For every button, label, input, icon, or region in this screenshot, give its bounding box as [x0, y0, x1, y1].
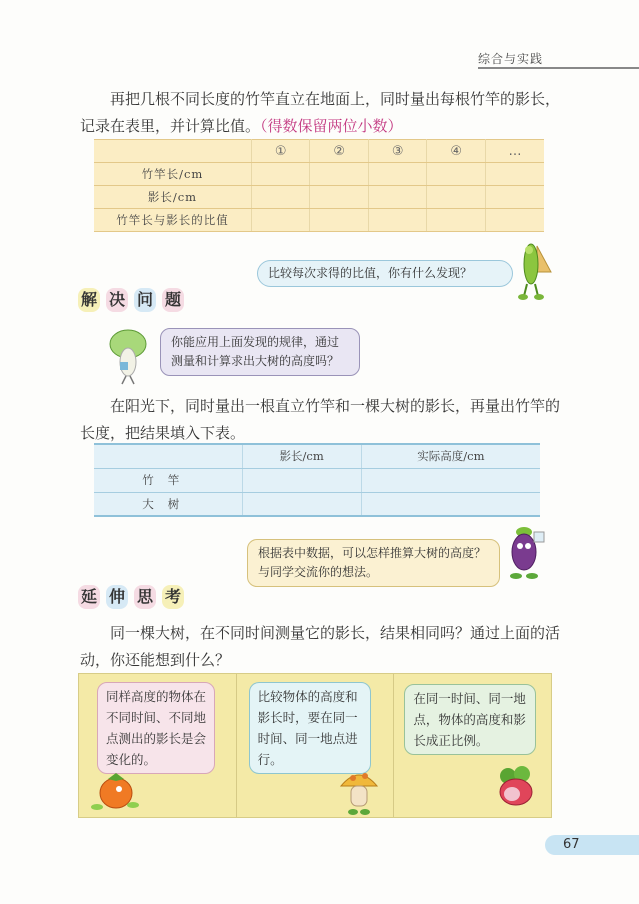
intro-text: 再把几根不同长度的竹竿直立在地面上，同时量出每根竹竿的影长，记录在表里，并计算比值。	[80, 90, 561, 135]
table-header-cell: …	[485, 140, 544, 163]
reflection-text: 同一棵大树，在不同时间测量它的影长，结果相同吗？通过上面的活动，你还能想到什么？	[80, 624, 561, 669]
table-header-cell	[94, 140, 251, 163]
eggplant-character-icon	[506, 520, 550, 582]
pea-pod-character-icon	[515, 236, 555, 302]
section-title-char: 考	[162, 585, 184, 609]
table-cell[interactable]	[361, 468, 540, 492]
section-title-char: 题	[162, 288, 184, 312]
table-cell[interactable]	[427, 163, 486, 186]
conclusion-column	[237, 674, 395, 817]
table-header-cell: ②	[310, 140, 369, 163]
intro-paragraph	[80, 86, 560, 140]
table-cell[interactable]	[485, 209, 544, 232]
table-cell[interactable]	[485, 186, 544, 209]
table-cell[interactable]	[368, 209, 427, 232]
reflection-paragraph	[80, 620, 560, 674]
mushroom-character-icon	[337, 764, 381, 816]
header-section-title: 综合与实践	[478, 52, 544, 66]
table-cell[interactable]	[251, 186, 310, 209]
row-label: 竹竿长/cm	[94, 163, 251, 186]
section-title-char: 思	[134, 585, 156, 609]
section-title-char: 伸	[106, 585, 128, 609]
section-title-extended-thinking	[78, 585, 184, 609]
table-cell[interactable]	[310, 209, 369, 232]
header-rule	[478, 67, 639, 69]
table-cell[interactable]	[485, 163, 544, 186]
table-row	[94, 163, 544, 186]
row-label: 竹竿	[94, 468, 242, 492]
table-header-row	[94, 140, 544, 163]
table-cell[interactable]	[310, 186, 369, 209]
speech-bubble-conclusion-2: 比较物体的高度和影长时，要在同一时间、同一地点进行。	[249, 682, 371, 774]
table-row	[94, 186, 544, 209]
table-cell[interactable]	[361, 492, 540, 516]
section-title-char: 延	[78, 585, 100, 609]
row-label: 大树	[94, 492, 242, 516]
table-header-cell: ④	[427, 140, 486, 163]
row-label: 影长/cm	[94, 186, 251, 209]
table-cell[interactable]	[242, 468, 361, 492]
row-label: 竹竿长与影长的比值	[94, 209, 251, 232]
table-header-cell: 影长/cm	[242, 444, 361, 468]
speech-bubble-conclusion-1: 同样高度的物体在不同时间、不同地点测出的影长是会变化的。	[97, 682, 215, 774]
table-row	[94, 209, 544, 232]
table-row	[94, 492, 540, 516]
table-header-cell	[94, 444, 242, 468]
table-cell[interactable]	[242, 492, 361, 516]
table-cell[interactable]	[310, 163, 369, 186]
table-cell[interactable]	[427, 186, 486, 209]
measure-text: 在阳光下，同时量出一根直立竹竿和一棵大树的影长，再量出竹竿的长度，把结果填入下表。	[80, 397, 561, 442]
table-cell[interactable]	[427, 209, 486, 232]
section-title-char: 问	[134, 288, 156, 312]
speech-bubble-estimate: 根据表中数据，可以怎样推算大树的高度？与同学交流你的想法。	[247, 539, 500, 587]
table-header-cell: ①	[251, 140, 310, 163]
table-cell[interactable]	[251, 163, 310, 186]
table-header-row	[94, 444, 540, 468]
section-title-solve-problem	[78, 288, 184, 312]
table-row	[94, 468, 540, 492]
tomato-character-icon	[91, 769, 141, 814]
conclusions-panel	[78, 673, 552, 818]
conclusion-column	[394, 674, 551, 817]
table-cell[interactable]	[251, 209, 310, 232]
table-header-cell: ③	[368, 140, 427, 163]
table-cell[interactable]	[368, 163, 427, 186]
tree-height-table	[94, 443, 540, 517]
speech-bubble-compare: 比较每次求得的比值，你有什么发现？	[257, 260, 513, 287]
measure-paragraph	[80, 393, 560, 447]
speech-bubble-conclusion-3: 在同一时间、同一地点，物体的高度和影长成正比例。	[404, 684, 536, 755]
page-number: 67	[545, 835, 639, 855]
bamboo-ratio-table	[94, 139, 544, 232]
section-title-char: 解	[78, 288, 100, 312]
conclusion-column	[79, 674, 237, 817]
intro-hint: （得数保留两位小数）	[260, 117, 403, 135]
table-cell[interactable]	[368, 186, 427, 209]
section-title-char: 决	[106, 288, 128, 312]
table-header-cell: 实际高度/cm	[361, 444, 540, 468]
speech-bubble-apply-rule: 你能应用上面发现的规律，通过测量和计算求出大树的高度吗？	[160, 328, 360, 376]
radish-character-icon	[494, 764, 538, 808]
cabbage-character-icon	[104, 326, 154, 386]
